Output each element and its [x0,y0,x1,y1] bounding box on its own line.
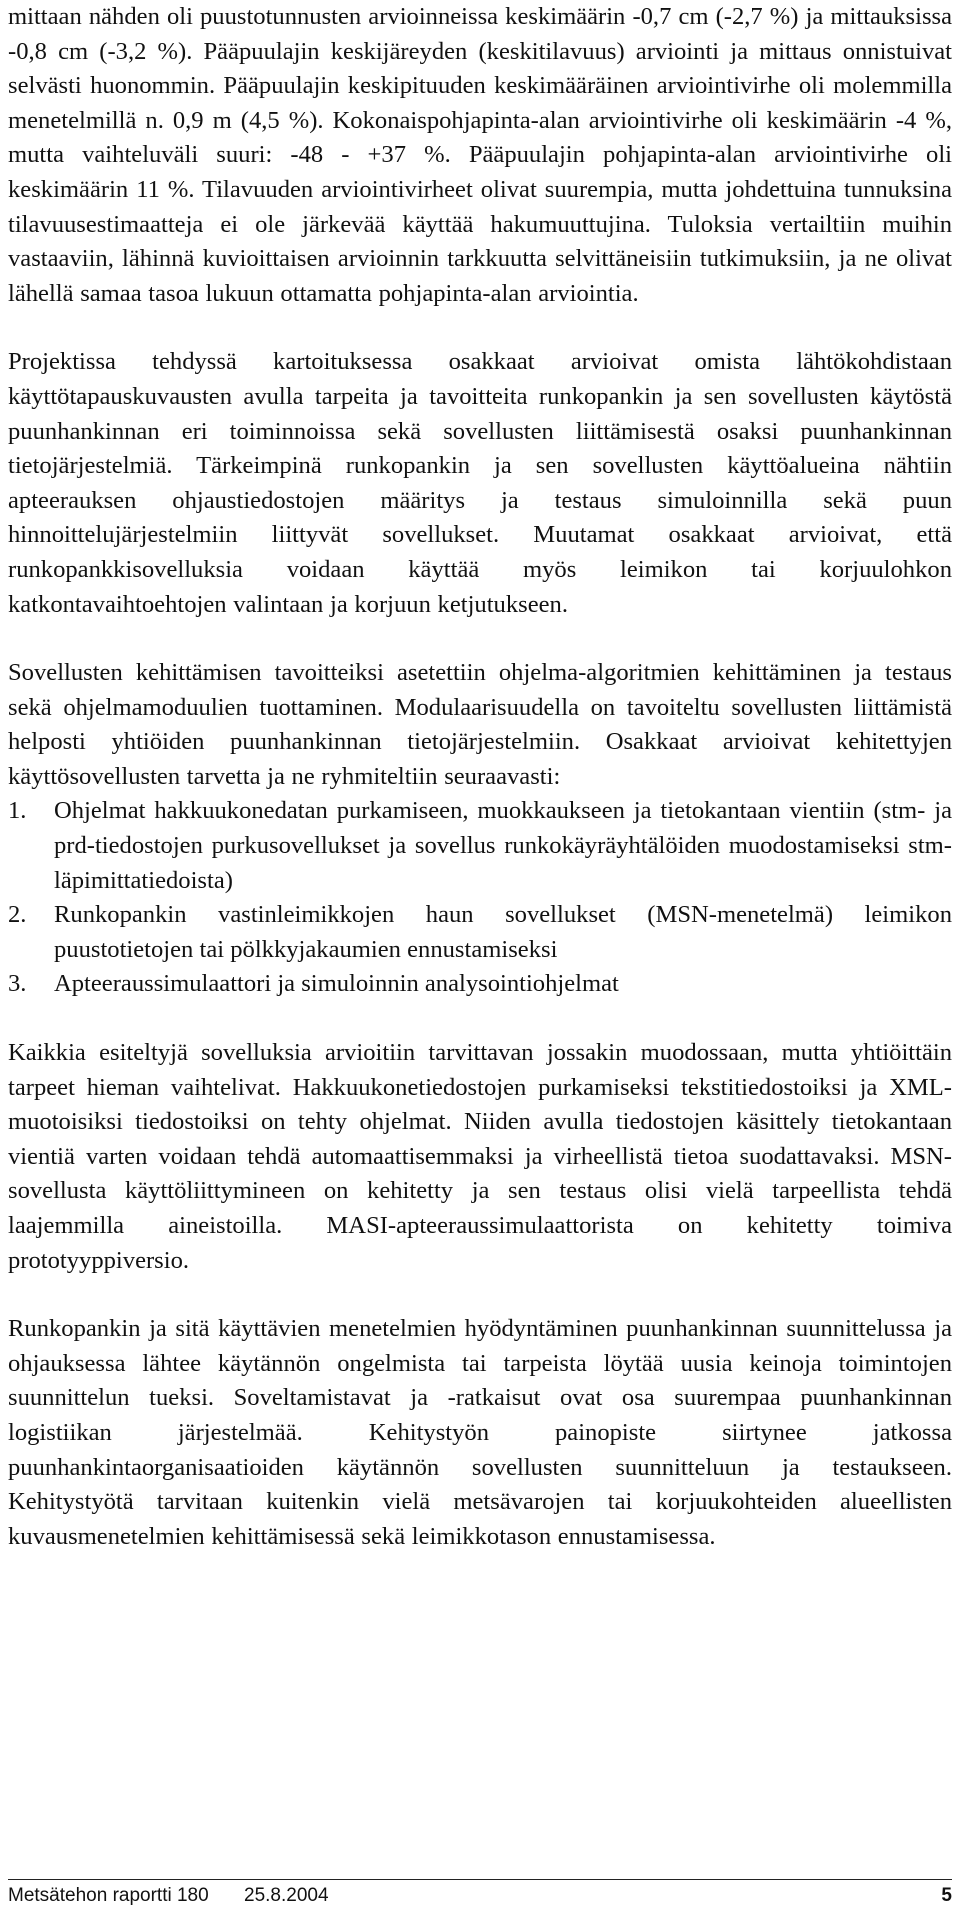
document-page [8,0,952,1920]
page-number: 5 [941,1885,952,1906]
footer-publication: Metsätehon raportti 180 [8,1885,209,1906]
list-item-text: Ohjelmat hakkuukonedatan purkamiseen, muokkaukseen ja tietokantaan vientiin (stm- ja prd-tiedostojen purkusovellukset ja sovellus runkokäyräyhtälöiden muodostamiseksi stm-läpimittatiedoista) [54,797,952,894]
paragraph-application-evaluation: Kaikkia esiteltyjä sovelluksia arvioitiin tarvittavan jossakin muodossaan, mutta yhtiöittäin tarpeet hieman vaihtelivat. Hakkuukonetiedostojen purkamiseksi tekstitiedostoiksi ja XML-muotoisiksi tiedostoiksi on tehty ohjelmat. Niiden avulla tiedostojen käsittely tietokantaan vientiä varten voidaan tehdä automaattisemmaksi ja virheellistä tietoa suodattavaksi. MSN-sovellusta käyttöliittymineen on kehitetty ja sen testaus olisi vielä tarpeellista tehdä laajemmilla aineistoilla. MASI-apteeraussimulaattorista on kehitetty toimiva prototyyppiversio. [8,1039,952,1274]
paragraph-survey-needs: Projektissa tehdyssä kartoituksessa osakkaat arvioivat omista lähtökohdistaan käyttötapauskuvausten avulla tarpeita ja tavoitteita runkopankin ja sen sovellusten käytöstä puunhankinnan eri toiminnoissa sekä sovellusten liittämisestä osaksi puunhankinnan tietojärjestelmiä. Tärkeimpinä runkopankin ja sen sovellusten käyttöalueina nähtiin apteerauksen ohjaustiedostojen määritys ja testaus simuloinnilla sekä puun hinnoittelujärjestelmiin liittyvät sovellukset. Muutamat osakkaat arvioivat, että runkopankkisovelluksia voidaan käyttää myös leimikon tai korjuulohkon katkontavaihtoehtojen valintaan ja korjuun ketjutukseen. [8,348,952,618]
list-item-number: 1. [8,797,27,825]
list-item-number: 2. [8,901,27,929]
paragraph-future-development: Runkopankin ja sitä käyttävien menetelmien hyödyntäminen puunhankinnan suunnittelussa ja ohjauksessa lähtee käytännön ongelmista tai tarpeista löytää uusia keinoja toimintojen suunnittelun tueksi. Soveltamistavat ja -ratkaisut ovat osa suurempaa puunhankinnan logistiikan järjestelmää. Kehitystyön painopiste siirtynee jatkossa puunhankintaorganisaatioiden käytännön sovellusten suunnitteluun ja testaukseen. Kehitystyötä tarvitaan kuitenkin vielä metsävarojen tai korjuukohteiden alueellisten kuvausmenetelmien kehittämisessä sekä leimikkotason ennustamisessa. [8,1315,952,1550]
paragraph-accuracy-results: mittaan nähden oli puustotunnusten arvioinneissa keskimäärin -0,7 cm (-2,7 %) ja mittauksissa -0,8 cm (-3,2 %). Pääpuulajin keskijäreyden (keskitilavuus) arviointi ja mittaus onnistuivat selvästi huonommin. Pääpuulajin keskipituuden keskimääräinen arviointivirhe oli molemmilla menetelmillä n. 0,9 m (4,5 %). Kokonaispohjapinta-alan arviointivirhe oli keskimäärin -4 %, mutta vaihteluväli suuri: -48 - +37 %. Pääpuulajin pohjapinta-alan arviointivirhe oli keskimäärin 11 %. Tilavuuden arviointivirheet olivat suurempia, mutta johdettuina tunnuksina tilavuusestimaatteja ei ole järkevää käyttää hakumuuttujina. Tuloksia vertailtiin muihin vastaaviin, lähinnä kuvioittaisen arvioinnin tarkkuutta selvittäneisiin tutkimuksiin, ja ne olivat lähellä samaa tasoa lukuun ottamatta pohjapinta-alan arviointia. [8,3,952,307]
page-footer [8,1885,952,1913]
list-item-number: 3. [8,970,27,998]
paragraph-development-goals: Sovellusten kehittämisen tavoitteiksi asetettiin ohjelma-algoritmien kehittäminen ja testaus sekä ohjelmamoduulien tuottaminen. Modulaarisuudella on tavoiteltu sovellusten liittämistä helposti yhtiöiden puunhankinnan tietojärjestelmiin. Osakkaat arvioivat kehitettyjen käyttösovellusten tarvetta ja ne ryhmiteltiin seuraavasti: [8,659,952,790]
list-item-text: Runkopankin vastinleimikkojen haun sovellukset (MSN-menetelmä) leimikon puustotietojen tai pölkkyjakaumien ennustamiseksi [54,901,952,963]
footer-divider [8,1879,952,1880]
application-groups-list [8,794,952,1002]
footer-date: 25.8.2004 [244,1885,329,1906]
list-item [8,967,952,1002]
list-item [8,898,952,967]
list-item-text: Apteeraussimulaattori ja simuloinnin analysointiohjelmat [54,970,619,998]
list-item [8,794,952,898]
